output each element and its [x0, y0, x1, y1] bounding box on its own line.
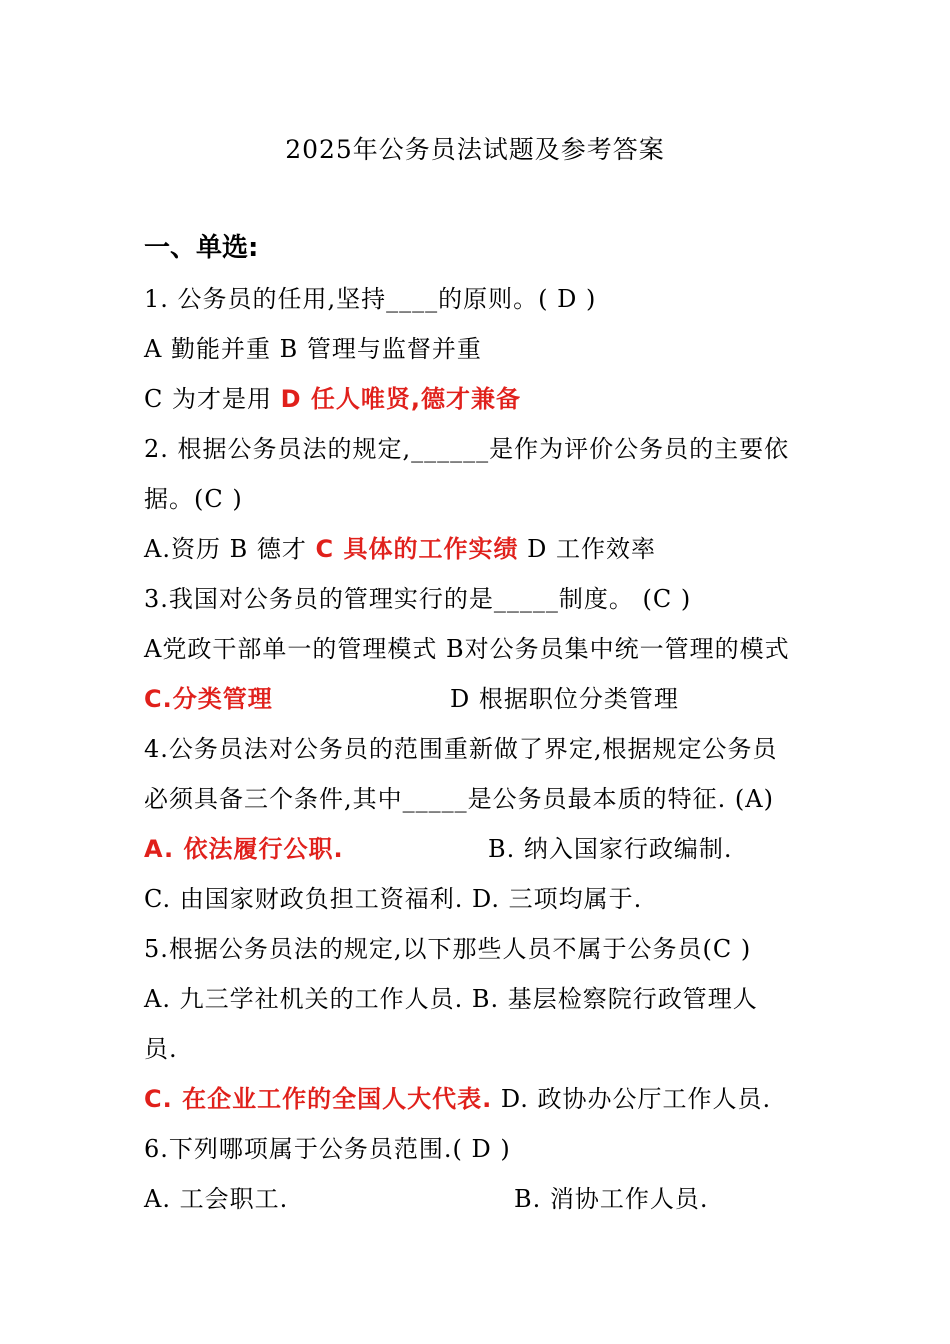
question-2-options: A.资历 B 德才 C 具体的工作实绩 D 工作效率 — [144, 535, 656, 563]
question-2-continued: 据。(C ) — [144, 485, 243, 513]
answer-highlight: C.分类管理 — [144, 685, 273, 713]
document-title: 2025年公务员法试题及参考答案 — [285, 135, 665, 164]
question-6: 6.下列哪项属于公务员范围.( D ) — [144, 1135, 511, 1163]
question-3: 3.我国对公务员的管理实行的是_____制度。 (C ) — [144, 585, 692, 613]
answer-highlight: D 任人唯贤,德才兼备 — [280, 385, 522, 413]
question-5: 5.根据公务员法的规定,以下那些人员不属于公务员(C ) — [144, 935, 752, 963]
question-4-continued: 必须具备三个条件,其中_____是公务员最本质的特征. (A) — [144, 785, 774, 813]
question-3-options-cd: C.分类管理 D 根据职位分类管理 — [144, 685, 679, 713]
question-4: 4.公务员法对公务员的范围重新做了界定,根据规定公务员 — [144, 735, 778, 763]
question-3-options-ab: A党政干部单一的管理模式 B对公务员集中统一管理的模式 — [144, 635, 790, 663]
answer-highlight: 依法履行公职. — [183, 835, 344, 863]
question-1-options-ab: A 勤能并重 B 管理与监督并重 — [144, 335, 482, 363]
question-2: 2. 根据公务员法的规定,______是作为评价公务员的主要依 — [144, 435, 790, 463]
answer-highlight: C 具体的工作实绩 — [315, 535, 519, 563]
question-1-options-cd: C 为才是用 D 任人唯贤,德才兼备 — [144, 385, 522, 413]
question-4-options-ab: A. 依法履行公职. B. 纳入国家行政编制. — [144, 835, 733, 863]
question-4-options-cd: C. 由国家财政负担工资福利. D. 三项均属于. — [144, 885, 643, 913]
question-5-options-cd: C. 在企业工作的全国人大代表. D. 政协办公厅工作人员. — [144, 1085, 772, 1113]
question-6-options-ab: A. 工会职工. B. 消协工作人员. — [144, 1185, 709, 1213]
question-1: 1. 公务员的任用,坚持____的原则。( D ) — [144, 285, 597, 313]
question-5-options-ab-continued: 员. — [144, 1035, 178, 1063]
question-5-options-ab: A. 九三学社机关的工作人员. B. 基层检察院行政管理人 — [144, 985, 758, 1013]
answer-highlight: C. 在企业工作的全国人大代表. — [144, 1085, 493, 1113]
section-heading: 一、单选: — [144, 233, 259, 263]
